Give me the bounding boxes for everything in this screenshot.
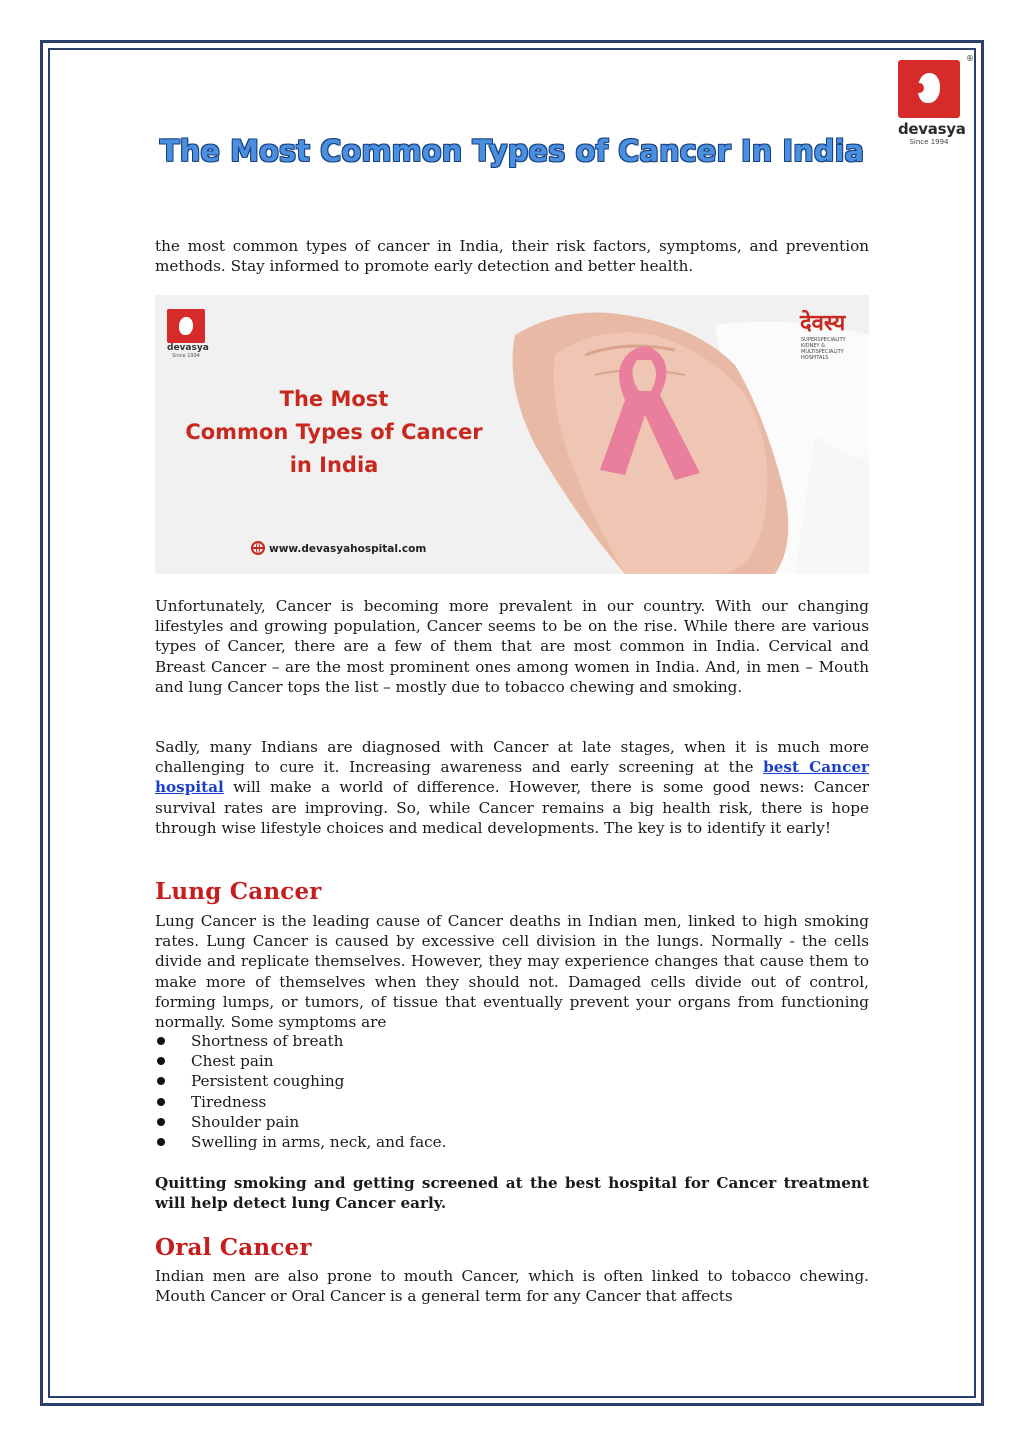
banner-title-line1: The Most: [279, 387, 389, 411]
heading-oral-cancer: Oral Cancer: [155, 1234, 312, 1261]
kidney-logo-icon: [167, 309, 205, 343]
paragraph-awareness-text1: Sadly, many Indians are diagnosed with Cancer at late stages, when it is much more challenging to cure it. Increasing awareness and early screening at the: [155, 738, 869, 777]
lung-cancer-note: Quitting smoking and getting screened at the best hospital for Cancer treatment will help detect lung Cancer early.: [155, 1174, 869, 1213]
banner-url: [247, 543, 426, 555]
banner-hindi-subtitle: SUPERSPECIALITY KIDNEY & MULTISPECIALITY HOSPITALS: [801, 337, 846, 361]
intro-paragraph: the most common types of cancer in India, their risk factors, symptoms, and prevention methods. Stay informed to promote early detection and better health.: [155, 237, 869, 276]
paragraph-oral-cancer: Indian men are also prone to mouth Cancer, which is often linked to tobacco chewing. Mouth Cancer or Oral Cancer is a general term for any Cancer that affects: [155, 1267, 869, 1306]
symptom-list: [155, 1031, 446, 1152]
banner-logo: [167, 309, 207, 359]
paragraph-awareness-text2: will make a world of difference. However, there is some good news: Cancer survival rates are improving. So, while Cancer remains a big health risk, there is hope through wise lifestyle choices and medical developments. The key is to identify it early!: [155, 778, 869, 837]
hero-banner-image: [155, 295, 869, 574]
list-item: Swelling in arms, neck, and face.: [155, 1132, 446, 1152]
list-item: Chest pain: [155, 1051, 446, 1071]
logo-brand-name: devasya: [898, 120, 966, 138]
banner-logo-brand: devasya: [167, 343, 209, 353]
page-title: The Most Common Types of Cancer In India: [159, 134, 865, 168]
registered-mark: ®: [966, 54, 974, 63]
banner-url-text: www.devasyahospital.com: [269, 543, 427, 555]
list-item: Shortness of breath: [155, 1031, 446, 1051]
paragraph-awareness: [155, 737, 869, 838]
paragraph-prevalence: Unfortunately, Cancer is becoming more prevalent in our country. With our changing lifestyles and growing population, Cancer seems to be on the rise. While there are various types of Cancer, there are a few of them that are most common in India. Cervical and Breast Cancer – are the most prominent ones among women in India. And, in men – Mouth and lung Cancer tops the list – mostly due to tobacco chewing and smoking.: [155, 597, 869, 696]
kidney-logo-icon: [898, 60, 960, 118]
devasya-logo: [898, 54, 974, 146]
banner-title: [155, 383, 513, 482]
list-item: Persistent coughing: [155, 1071, 446, 1091]
logo-since: Since 1994: [909, 138, 949, 146]
banner-logo-since: Since 1994: [172, 353, 200, 359]
paragraph-lung-cancer: Lung Cancer is the leading cause of Cancer deaths in Indian men, linked to high smoking rates. Lung Cancer is caused by excessive cell division in the lungs. Normally - the cells divide and replicate themselves. However, they may experience changes that cause them to make more of themselves when they should not. Damaged cells divide out of control, forming lumps, or tumors, of tissue that eventually prevent your organs from functioning normally. Some symptoms are: [155, 912, 869, 1032]
banner-title-line3: in India: [289, 453, 379, 477]
list-item: Tiredness: [155, 1092, 446, 1112]
banner-hindi-brand: देवस्य: [800, 311, 846, 336]
list-item: Shoulder pain: [155, 1112, 446, 1132]
heading-lung-cancer: Lung Cancer: [155, 878, 322, 905]
best-cancer-hospital-link[interactable]: best Cancer hospital: [155, 758, 869, 797]
banner-title-line2: Common Types of Cancer: [185, 420, 483, 444]
